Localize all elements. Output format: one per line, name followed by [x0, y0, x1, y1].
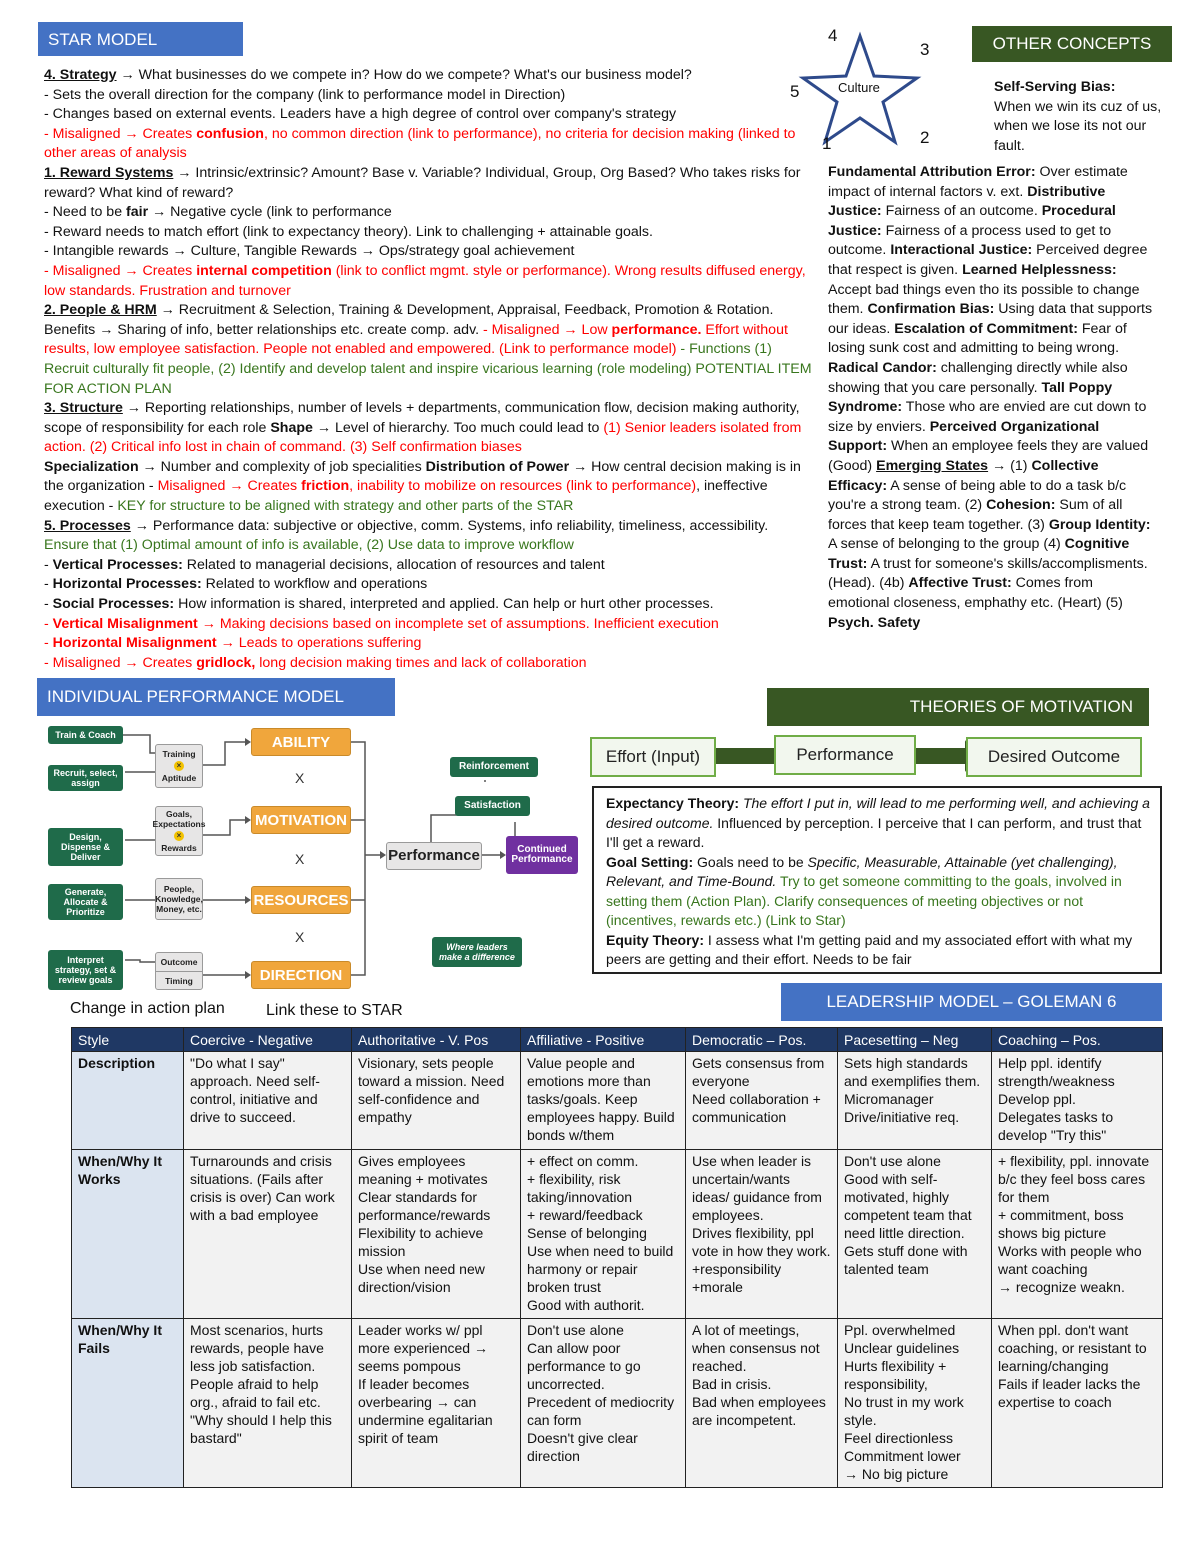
shape-risks: (1) Senior leaders isolated from action. (2) Critical info lost in chain of command. (3) Self confirmation biases [44, 419, 802, 456]
table-cell: A lot of meetings, when consensus not reached. Bad in crisis. Bad when employees are incompetent. [686, 1319, 838, 1488]
reward-question: → Intrinsic/extrinsic? Amount? Base v. Variable? Individual, Group, Org Based? Who takes risks for reward? What kind of reward? [44, 164, 801, 201]
reward-title: 1. Reward Systems [44, 164, 174, 181]
goleman-header-row [72, 1028, 1163, 1052]
people-title: 2. People & HRM [44, 302, 157, 319]
reinforcement-box: Reinforcement [450, 757, 538, 777]
table-row [72, 1150, 1163, 1319]
table-cell: Gives employees meaning + motivates Clear standards for performance/rewards Flexibility to achieve mission Use when need new direction/vision [352, 1150, 521, 1319]
strategy-line: - Changes based on external events. Leaders have a high degree of control over company's strategy [44, 106, 677, 123]
star-number-2: 2 [920, 128, 930, 147]
distribution-label: Distribution of Power [425, 458, 570, 475]
structure-title: 3. Structure [44, 400, 123, 417]
fae-label: Fundamental Attribution Error: [828, 164, 1036, 180]
distribution-desc: → How central decision making is in the organization - [44, 458, 801, 495]
shape-label: Shape [270, 419, 313, 436]
resources-box: RESOURCES [251, 886, 351, 914]
leaders-difference-box: Where leaders make a difference [432, 937, 522, 967]
column-header: Affiliative - Positive [521, 1028, 686, 1052]
specialization-desc: → Number and complexity of job specialities [138, 458, 426, 475]
dj-label: Distributive Justice: [828, 183, 1106, 220]
strategy-misaligned: - Misaligned → Creates confusion, no common direction (link to performance), no criteria for decision making (linked to other areas of analysis [44, 125, 796, 162]
performance-box: Performance [386, 842, 482, 870]
star-center-label: Culture [838, 80, 880, 95]
strategy-question: → What businesses do we compete in? How do we compete? What's our business model? [116, 67, 692, 83]
interpret-strategy-box: Interpret strategy, set & review goals [48, 950, 123, 990]
motivation-box: MOTIVATION [251, 806, 351, 834]
multiply-x: X [295, 851, 305, 867]
shape-desc: → Level of hierarchy. Too much could lead to [312, 419, 604, 436]
row-label: Description [72, 1052, 184, 1150]
vertical-label: Vertical Processes: [52, 556, 183, 573]
star-model-header: STAR MODEL [38, 22, 243, 56]
table-cell: Most scenarios, hurts rewards, people have less job satisfaction. People afraid to help org., afraid to fail etc. "Why should I help this bastard" [184, 1319, 352, 1488]
generate-allocate-box: Generate, Allocate & Prioritize [48, 884, 123, 920]
multiply-x: X [295, 770, 305, 786]
processes-section: 5. Processes → Performance data: subjective or objective, comm. Systems, info reliability, timeliness, accessibility. Ensure that (1) Optimal amount of info is available, (2) Use data to improve workflow - Vertical Processes: Related to managerial decisions, allocation of resources and talent - Horizontal Processes: Related to workflow and operations - Social Processes: How information is shared, interpreted and applied. Can help or hurt other processes. - Vertical Misalignment → Making decisions based on incomplete set of assumptions. Inefficient execution - Horizontal Misalignment → Leads to operations suffering - Misaligned → Creates gridlock, long decision making times and lack of collaboration [44, 517, 769, 671]
direction-box: DIRECTION [251, 961, 351, 989]
processes-title: 5. Processes [44, 517, 131, 534]
desired-outcome-box: Desired Outcome [966, 737, 1142, 777]
goleman-header: LEADERSHIP MODEL – GOLEMAN 6 [781, 983, 1162, 1021]
star-model-text [44, 66, 814, 673]
goal-setting-label: Goal Setting: [606, 853, 694, 870]
social-desc: How information is shared, interpreted and applied. Can help or hurt other processes. [174, 596, 714, 613]
column-header: Democratic – Pos. [686, 1028, 838, 1052]
star-number-1: 1 [822, 134, 832, 153]
structure-section [44, 399, 814, 517]
table-cell: Gets consensus from everyone Need collaboration + communication [686, 1052, 838, 1150]
people-knowledge-box: People, Knowledge, Money, etc. [155, 878, 203, 920]
ipm-caption-action-plan: Change in action plan [70, 1000, 225, 1017]
effort-input-box: Effort (Input) [590, 737, 716, 777]
row-label: When/Why It Works [72, 1150, 184, 1319]
expectancy-label: Expectancy Theory: [606, 795, 740, 811]
processes-misaligned: - Misaligned → Creates gridlock, long decision making times and lack of collaboration [44, 654, 587, 671]
column-header: Style [72, 1028, 184, 1052]
other-concepts-header: OTHER CONCEPTS [972, 26, 1172, 62]
table-cell: "Do what I say" approach. Need self-control, initiative and drive to succeed. [184, 1052, 352, 1150]
training-aptitude-box [155, 744, 203, 788]
structure-key: KEY for structure to be aligned with strategy and other parts of the STAR [117, 498, 574, 515]
horizontal-label: Horizontal Processes: [52, 576, 202, 593]
specialization-label: Specialization [44, 458, 139, 475]
goleman-table [71, 1027, 1163, 1488]
row-label: When/Why It Fails [72, 1319, 184, 1488]
strategy-line: - Sets the overall direction for the company (link to performance model in Direction) [44, 86, 566, 103]
star-number-5: 5 [790, 82, 800, 101]
structure-ineffective: , ineffective execution - [44, 478, 768, 515]
table-cell: Help ppl. identify strength/weakness Develop ppl. Delegates tasks to develop "Try this" [992, 1052, 1163, 1150]
table-cell: Leader works w/ ppl more experienced → seems pompous If leader becomes overbearing → can undermine egalitarian spirit of team [352, 1319, 521, 1488]
table-cell: When ppl. don't want coaching, or resistant to learning/changing Fails if leader lacks the expertise to coach [992, 1319, 1163, 1488]
structure-misaligned: Misaligned → Creates friction, inability to mobilize on resources (link to performance) [157, 478, 697, 495]
column-header: Coaching – Pos. [992, 1028, 1163, 1052]
pj-label: Procedural Justice: [828, 203, 1116, 239]
table-cell: + flexibility, ppl. innovate b/c they feel boss cares for them + commitment, boss shows big picture Works with people who want coaching → recognize weakn. [992, 1150, 1163, 1319]
table-cell: Visionary, sets people toward a mission. Need self-confidence and empathy [352, 1052, 521, 1150]
processes-question: → Performance data: subjective or objective, comm. Systems, info reliability, timeliness, accessibility. [130, 517, 769, 534]
satisfaction-box: Satisfaction [455, 796, 530, 816]
motivation-theories-box: Expectancy Theory: The effort I put in, will lead to me performing well, and achieving a desired outcome. Influenced by perception. I perceive that I can perform, and trust that I'll get a reward. Goal Setting: Goals need to be Specific, Measurable, Attainable (yet challenging), Relevant, and Time-Bound. Try to get someone committing to the goals, involved in setting them (Action Plan). Clarify consequences of meeting objectives or not (incentives, rewards etc.) (Link to Star) Equity Theory: I assess what I'm getting paid and my associated effort with what my peers are getting and their effort. Needs to be fair [592, 786, 1162, 974]
ij-label: Interactional Justice: [890, 242, 1033, 259]
table-row [72, 1052, 1163, 1150]
table-cell: + effect on comm. + flexibility, risk taking/innovation + reward/feedback Sense of belonging Use when need to build harmony or repair broken trust Good with authorit. [521, 1150, 686, 1319]
motivation-header: THEORIES OF MOTIVATION [767, 688, 1149, 726]
equity-label: Equity Theory: [606, 931, 705, 948]
strategy-title: 4. Strategy [44, 67, 117, 83]
train-coach-box: Train & Coach [48, 726, 123, 744]
column-header: Authoritative - V. Pos [352, 1028, 521, 1052]
reward-section [44, 164, 814, 301]
reward-line: - Intangible rewards → Culture, Tangible Rewards → Ops/strategy goal achievement [44, 243, 575, 260]
outcome-timing-box [155, 952, 203, 990]
pos-label: Perceived Organizational Support: [828, 418, 1100, 455]
table-cell: Don't use alone Good with self-motivated, highly competent team that need little direction. Gets stuff done with talented team [838, 1150, 992, 1319]
star-figure [790, 22, 950, 152]
multiply-icon: × [174, 831, 184, 841]
table-cell: Ppl. overwhelmed Unclear guidelines Hurts flexibility + responsibility, No trust in my work style. Feel directionless Commitment lower → No big picture [838, 1319, 992, 1488]
es-label: Emerging States [876, 457, 989, 474]
table-cell: Use when leader is uncertain/wants ideas/ guidance from employees. Drives flexibility, ppl vote in how they work. +responsibility +morale [686, 1150, 838, 1319]
table-cell: Turnarounds and crisis situations. (Fails after crisis is over) Can work with a bad employee [184, 1150, 352, 1319]
ipm-diagram [45, 720, 585, 1000]
social-label: Social Processes: [52, 596, 175, 613]
continued-performance-box: Continued Performance [506, 836, 578, 874]
structure-question: → Reporting relationships, number of levels + departments, communication flow, decision making authority, scope of responsibility for each role [44, 400, 800, 436]
people-section [44, 301, 814, 399]
column-header: Pacesetting – Neg [838, 1028, 992, 1052]
column-header: Coercive - Negative [184, 1028, 352, 1052]
people-functions: - Functions (1) Recruit culturally fit people, (2) Identify and develop talent and inspire vicarious learning (role modeling) POTENTIAL ITEM FOR ACTION PLAN [44, 341, 812, 397]
horizontal-misalignment: - Horizontal Misalignment → Leads to operations suffering [44, 635, 422, 652]
vertical-desc: Related to managerial decisions, allocation of resources and talent [182, 556, 605, 573]
ec-label: Escalation of Commitment: [894, 320, 1078, 337]
rewards-label: Rewards [161, 843, 197, 853]
processes-ensure: Ensure that (1) Optimal amount of info is available, (2) Use data to improve workflow [44, 537, 574, 554]
horizontal-desc: Related to workflow and operations [201, 576, 428, 593]
multiply-icon: × [174, 761, 184, 771]
self-serving-bias: Self-Serving Bias: When we win its cuz of us, when we lose its not our fault. [994, 79, 1162, 154]
reward-line: - Need to be fair → Negative cycle (link to performance [44, 204, 392, 221]
table-cell: Don't use alone Can allow poor performance to go uncorrected. Precedent of mediocrity can form Doesn't give clear direction [521, 1319, 686, 1488]
cb-label: Confirmation Bias: [867, 301, 995, 318]
table-cell: Sets high standards and exemplifies them. Micromanager Drive/initiative req. [838, 1052, 992, 1150]
training-label: Training [162, 749, 196, 759]
ability-box: ABILITY [251, 728, 351, 756]
timing-label: Timing [165, 975, 193, 986]
ipm-caption-link-star: Link these to STAR [266, 1002, 403, 1019]
star-number-4: 4 [828, 26, 838, 45]
goals-rewards-box [152, 806, 206, 856]
outcome-label: Outcome [160, 956, 198, 967]
vertical-misalignment: - Vertical Misalignment → Making decisions based on incomplete set of assumptions. Inefficient execution [44, 615, 719, 632]
star-number-3: 3 [920, 40, 930, 59]
multiply-x: X [295, 929, 305, 945]
reward-line: - Reward needs to match effort (link to expectancy theory). Link to challenging + attainable goals. [44, 223, 653, 240]
rc-label: Radical Candor: [828, 359, 937, 376]
tp-label: Tall Poppy Syndrome: [828, 379, 1113, 416]
lh-label: Learned Helplessness: [962, 261, 1117, 278]
other-concepts-text: Fundamental Attribution Error: Over estimate impact of internal factors v. ext. Distributive Justice: Fairness of an outcome. Procedural Justice: Fairness of a process used to get to outcome. Interactional Justice: Perceived degree that respect is given. Learned Helplessness: Accept bad things even tho its possible to change them. Confirmation Bias: Using data that supports our ideas. Escalation of Commitment: Fear of losing sunk cost and admitting to being wrong. Radical Candor: challenging directly while also showing that you care personally. Tall Poppy Syndrome: Those who are envied are cut down to size by enviers. Perceived Organizational Support: When an employee feels they are valued (Good) Emerging States → (1) Collective Efficacy: A sense of being able to do a task b/c you're a strong team. (2) Cohesion: Sum of all forces that keep team together. (3) Group Identity: A sense of belonging to the group (4) Cognitive Trust: A trust for someone's skills/accomplisments. (Head). (4b) Affective Trust: Comes from emotional closeness, emphathy etc. (Heart) (5) Psych. Safety [828, 164, 1153, 631]
ipm-header: INDIVIDUAL PERFORMANCE MODEL [37, 678, 395, 716]
reward-misaligned: - Misaligned → Creates internal competition (link to conflict mgmt. style or performance). Wrong results diffused energy, low standards. Frustration and turnover [44, 262, 806, 299]
aptitude-label: Aptitude [161, 773, 197, 783]
people-question: → Recruitment & Selection, Training & Development, Appraisal, Feedback, Promotion & Rotation. Benefits → Sharing of info, better relationships etc. create comp. adv. [44, 302, 774, 338]
table-row [72, 1319, 1163, 1488]
goals-label: Goals, Expectations [152, 809, 206, 829]
recruit-select-box: Recruit, select, assign [48, 765, 123, 791]
performance-flow-box: Performance [774, 735, 916, 775]
people-misaligned: - Misaligned → Low performance. Effort without results, low employee satisfaction. People not enabled and empowered. (Link to performance model) [44, 321, 788, 358]
strategy-section [44, 66, 814, 164]
table-cell: Value people and emotions more than tasks/goals. Keep employees happy. Build bonds w/them [521, 1052, 686, 1150]
design-dispense-box: Design, Dispense & Deliver [48, 828, 123, 866]
